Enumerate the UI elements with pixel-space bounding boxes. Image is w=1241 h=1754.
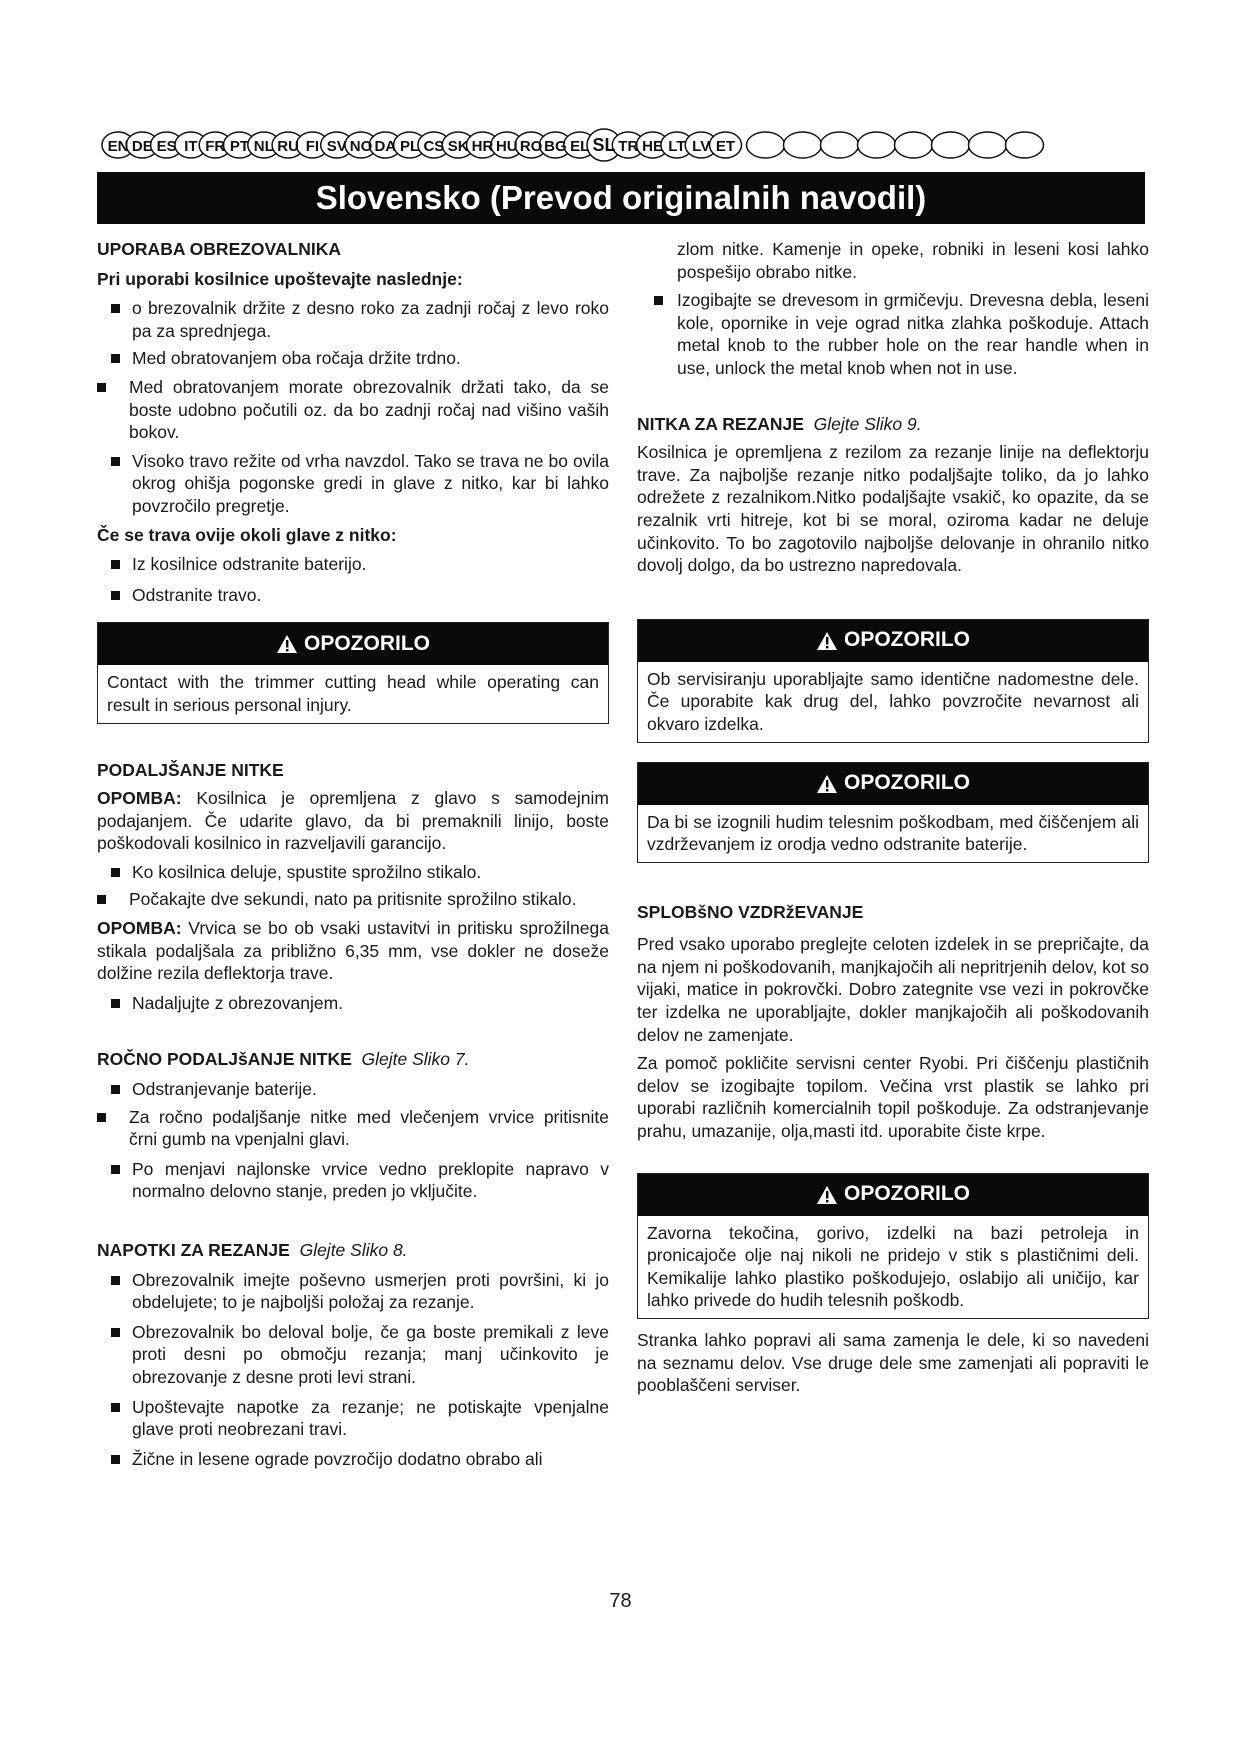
language-tab-empty <box>747 132 785 158</box>
paragraph: Pred vsako uporabo preglejte celoten izdelek in se prepričajte, da na njem ni poškodovanih, manjkajočih ali nepritrjenih delov, kot so vijaki, matice in pokrovčki. Dobro zategnite vse vezi in pokrovčke ter izdelka ne uporabljajte, dokler manjkajočih ali poškodovanih delov ne zamenjate. <box>637 934 1149 1045</box>
note-paragraph: OPOMBA: Kosilnica je opremljena z glavo s samodejnim podajanjem. Če udarite glavo, da bi premaknili linijo, boste poškodovali kosilnico in razveljavili garancijo. <box>97 788 609 854</box>
bullet-icon <box>111 304 120 313</box>
bullet-icon <box>111 1403 120 1412</box>
warning-label: OPOZORILO <box>304 632 430 656</box>
note-paragraph: OPOMBA: Vrvica se bo ob vsaki ustavitvi in pritisku sprožilnega stikala podaljšala za približno 6,35 mm, vse dokler ne doseže dolžine rezila deflektorja trave. <box>97 918 609 984</box>
language-tab-label: SV <box>326 138 347 155</box>
language-tab-label: FR <box>205 138 226 155</box>
section-title: SPLOBšNO VZDRžEVANJE <box>637 901 864 922</box>
warning-header <box>638 1174 1148 1216</box>
language-tab-label: NO <box>349 138 373 155</box>
warning-header <box>638 620 1148 662</box>
language-tab-empty <box>784 132 822 158</box>
language-tab-label: PL <box>400 138 420 155</box>
right-column <box>637 238 1149 1397</box>
warning-text: Contact with the trimmer cutting head while operating can result in serious personal injury. <box>107 672 599 715</box>
section-subtitle: Pri uporabi kosilnice upoštevajte naslednje: <box>97 268 463 289</box>
warning-label: OPOZORILO <box>844 628 970 652</box>
language-tab-empty <box>858 132 896 158</box>
bullet-item: Visoko travo režite od vrha navzdol. Tako se trava ne bo ovila okrog ohišja pogonske gredi in glave z nitko, kar bi lahko povzročilo pregretje. <box>97 450 609 518</box>
paragraph: Za pomoč pokličite servisni center Ryobi. Pri čiščenju plastičnih delov se izogibajte topilom. Večina vrst plastik se lahko pri uporabi različnih komercialnih topil poškoduje. Za odstranjevanje prahu, umazanije, olja,masti itd. uporabite čiste krpe. <box>637 1053 1149 1142</box>
section-title: ROČNO PODALJšANJE NITKE Glejte Sliko 7. <box>97 1049 470 1070</box>
warning-text: Ob servisiranju uporabljajte samo identične nadomestne dele. Če uporabite kak drug del, lahko povzročite nevarnost ali okvaro izdelka. <box>647 668 1139 734</box>
language-tab-label: EL <box>570 138 590 155</box>
warning-label: OPOZORILO <box>844 1182 970 1206</box>
language-tab-empty <box>895 132 933 158</box>
section-title: NAPOTKI ZA REZANJE Glejte Sliko 8. <box>97 1240 408 1260</box>
bullet-item: Za ročno podaljšanje nitke med vlečenjem vrvice pritisnite črni gumb na vpenjalni glavi. <box>97 1106 609 1151</box>
bullet-icon <box>97 895 106 904</box>
bullet-icon <box>111 1165 120 1174</box>
bullet-item: Odstranite travo. <box>97 584 609 607</box>
warning-box <box>637 762 1149 863</box>
bullet-item: Obrezovalnik imejte poševno usmerjen proti površini, ki jo obdelujete; to je najboljši položaj za rezanje. <box>97 1269 609 1314</box>
bullet-icon <box>97 383 106 392</box>
warning-header <box>98 623 608 665</box>
bullet-icon <box>111 591 120 600</box>
language-tab-label: HR <box>471 138 494 155</box>
language-tab-label: EN <box>107 138 129 155</box>
warning-icon <box>276 634 298 654</box>
language-bar <box>100 128 1154 162</box>
warning-box <box>97 622 609 723</box>
bullet-icon <box>111 1328 120 1337</box>
language-tabs <box>100 128 1154 162</box>
bullet-icon <box>111 1085 120 1094</box>
warning-icon <box>816 774 838 794</box>
bullet-icon <box>111 1455 120 1464</box>
paragraph: Kosilnica je opremljena z rezilom za rezanje linije na deflektorju trave. Za najboljše rezanje nitko podaljšajte toliko, da jo lahko odrežete z rezalnikom.Nitko podaljšajte vsakič, ko opazite, da se rezalnik vrti hitreje, kot bi se moral, oziroma kadar ne deluje učinkovito. To bo zagotovilo najboljše delovanje in ohranilo nitko dovolj dolgo, da bo ustrezno napredovala. <box>637 442 1149 576</box>
language-tab-empty <box>1006 132 1044 158</box>
warning-box <box>637 1173 1149 1319</box>
paragraph: Stranka lahko popravi ali sama zamenja le dele, ki so navedeni na seznamu delov. Vse druge dele sme zamenjati ali popraviti le pooblaščeni serviser. <box>637 1330 1149 1396</box>
section-subtitle: Če se trava ovije okoli glave z nitko: <box>97 524 397 545</box>
bullet-item: Žične in lesene ograde povzročijo dodatno obrabo ali <box>97 1448 609 1471</box>
bullet-item: Upoštevajte napotke za rezanje; ne potiskajte vpenjalne glave proti neobrezani travi. <box>97 1396 609 1441</box>
language-tab-label: ET <box>715 138 736 155</box>
warning-label: OPOZORILO <box>844 771 970 795</box>
bullet-icon <box>97 1113 106 1122</box>
bullet-item: Nadaljujte z obrezovanjem. <box>97 992 609 1015</box>
language-tab-label: LT <box>668 138 686 155</box>
bullet-item: Ko kosilnica deluje, spustite sprožilno stikalo. <box>97 861 609 884</box>
section-title: NITKA ZA REZANJE Glejte Sliko 9. <box>637 413 922 434</box>
language-tab-label: RO <box>519 138 543 155</box>
bullet-icon <box>111 999 120 1008</box>
bullet-icon <box>654 296 663 305</box>
bullet-item: Po menjavi najlonske vrvice vedno preklopite napravo v normalno delovno stanje, preden jo vključite. <box>97 1158 609 1203</box>
bullet-icon <box>111 560 120 569</box>
warning-header <box>638 763 1148 805</box>
language-tab-label: FI <box>305 138 320 155</box>
language-tab-label: PT <box>229 138 250 155</box>
language-tab-label: HU <box>495 138 518 155</box>
page-number: 78 <box>609 1590 632 1612</box>
language-tab-label: SL <box>592 135 616 155</box>
paragraph: zlom nitke. Kamenje in opeke, robniki in leseni kosi lahko pospešijo obrabo nitke. <box>677 239 1149 282</box>
bullet-icon <box>111 457 120 466</box>
bullet-item: Odstranjevanje baterije. <box>97 1078 609 1101</box>
bullet-item: Med obratovanjem oba ročaja držite trdno. <box>97 347 609 370</box>
language-tab-label: RU <box>277 138 299 155</box>
warning-icon <box>816 631 838 651</box>
bullet-icon <box>111 1276 120 1285</box>
language-tab-label: LV <box>692 138 711 155</box>
language-tab-label: SK <box>447 138 469 155</box>
language-tab-empty <box>821 132 859 158</box>
bullet-item: Izogibajte se drevesom in grmičevju. Drevesna debla, leseni kole, opornike in veje ograd nitka zlahka poškoduje. Attach metal knob to the rubber hole on the rear handle when in use, unlock the metal knob when not in use. <box>637 289 1149 379</box>
language-tab-empty <box>969 132 1007 158</box>
bullet-icon <box>111 354 120 363</box>
section-title: UPORABA OBREZOVALNIKA <box>97 239 342 259</box>
section-title: PODALJŠANJE NITKE <box>97 759 284 780</box>
warning-box <box>637 619 1149 743</box>
bullet-item: Obrezovalnik bo deloval bolje, če ga boste premikali z leve proti desni po območju rezanja; manj učinkovito je obrezovanje z desne proti levi strani. <box>97 1321 609 1389</box>
language-tab-label: DE <box>131 138 153 155</box>
language-tab-label: ES <box>156 138 177 155</box>
language-tab-label: IT <box>184 138 198 155</box>
bullet-icon <box>111 868 120 877</box>
page-title: Slovensko (Prevod originalnih navodil) <box>97 172 1145 224</box>
bullet-item: Počakajte dve sekundi, nato pa pritisnite sprožilno stikalo. <box>97 888 609 911</box>
language-tab-label: HE <box>642 138 664 155</box>
warning-icon <box>816 1185 838 1205</box>
warning-text: Zavorna tekočina, gorivo, izdelki na bazi petroleja in pronicajoče olje naj nikoli ne pridejo v stik s plastičnimi deli. Kemikalije lahko plastiko poškodujejo, oslabijo ali uničijo, kar lahko privede do hudih telesnih poškodb. <box>647 1222 1139 1311</box>
language-tab-label: NL <box>253 138 274 155</box>
language-tab-label: DA <box>374 138 397 155</box>
warning-text: Da bi se izognili hudim telesnim poškodbam, med čiščenjem ali vzdrževanjem iz orodja vedno odstranite baterije. <box>647 811 1139 855</box>
language-tab-label: TR <box>618 138 639 155</box>
bullet-item: o brezovalnik držite z desno roko za zadnji ročaj z levo roko pa za sprednjega. <box>97 297 609 342</box>
language-tab-label: CS <box>423 138 445 155</box>
left-column <box>97 238 609 1470</box>
bullet-item: Med obratovanjem morate obrezovalnik držati tako, da se boste udobno počutili oz. da bo zadnji ročaj nad višino vaših bokov. <box>97 376 609 444</box>
language-tab-empty <box>932 132 970 158</box>
bullet-item: Iz kosilnice odstranite baterijo. <box>97 553 609 576</box>
language-tab-label: BG <box>544 138 567 155</box>
